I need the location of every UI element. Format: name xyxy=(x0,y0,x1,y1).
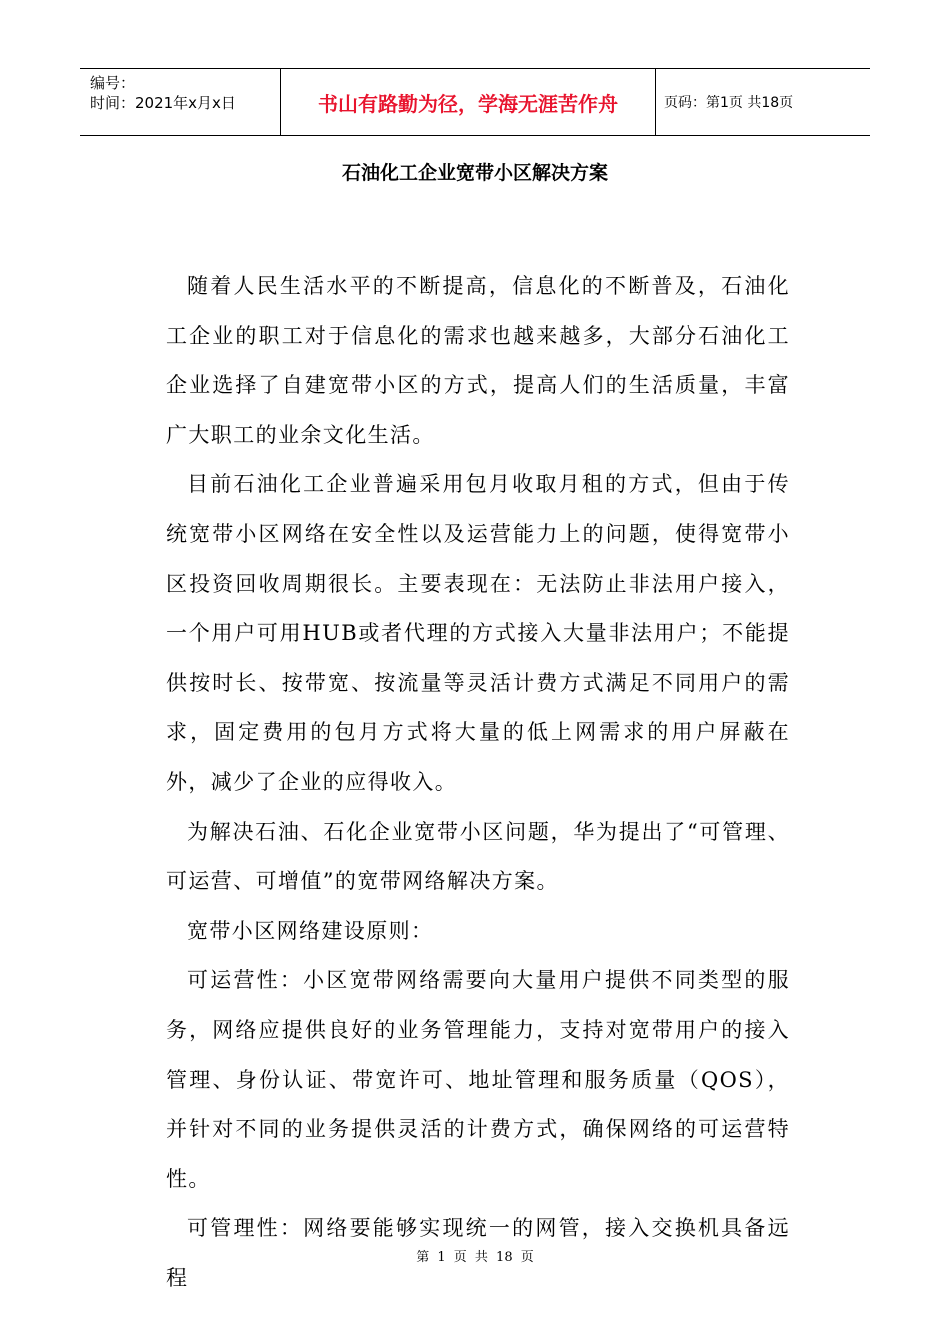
document-number-label: 编号： xyxy=(90,74,136,92)
header-page-info: 页码：第1页 共18页 xyxy=(664,95,794,111)
body-paragraph: 可运营性：小区宽带网络需要向大量用户提供不同类型的服务，网络应提供良好的业务管理能力，支持对宽带用户的接入管理、身份认证、带宽许可、地址管理和服务质量（QOS），并针对不同的业务提供灵活的计费方式，确保网络的可运营特性。 xyxy=(166,968,790,1191)
body-paragraph: 为解决石油、石化企业宽带小区问题，华为提出了“可管理、可运营、可增值”的宽带网络解决方案。 xyxy=(166,819,790,894)
document-body xyxy=(166,262,790,1303)
body-paragraph: 可管理性：网络要能够实现统一的网管，接入交换机具备远程 xyxy=(166,1216,790,1290)
document-time-label: 时间：2021年x月x日 xyxy=(90,94,236,112)
body-paragraph: 目前石油化工企业普遍采用包月收取月租的方式，但由于传统宽带小区网络在安全性以及运营能力上的问题，使得宽带小区投资回收周期很长。主要表现在：无法防止非法用户接入，一个用户可用HUB或者代理的方式接入大量非法用户；不能提供按时长、按带宽、按流量等灵活计费方式满足不同用户的需求，固定费用的包月方式将大量的低上网需求的用户屏蔽在外，减少了企业的应得收入。 xyxy=(166,472,790,794)
header-meta xyxy=(80,69,281,135)
header-motto: 书山有路勤为径，学海无涯苦作舟 xyxy=(281,69,656,135)
page-header xyxy=(80,68,870,136)
body-paragraph: 随着人民生活水平的不断提高，信息化的不断普及，石油化工企业的职工对于信息化的需求也越来越多，大部分石油化工企业选择了自建宽带小区的方式，提高人们的生活质量，丰富广大职工的业余文化生活。 xyxy=(166,274,790,447)
page-footer: 第 1 页 共 18 页 xyxy=(416,1250,534,1265)
body-paragraph: 宽带小区网络建设原则： xyxy=(187,918,434,943)
document-title: 石油化工企业宽带小区解决方案 xyxy=(341,162,608,184)
